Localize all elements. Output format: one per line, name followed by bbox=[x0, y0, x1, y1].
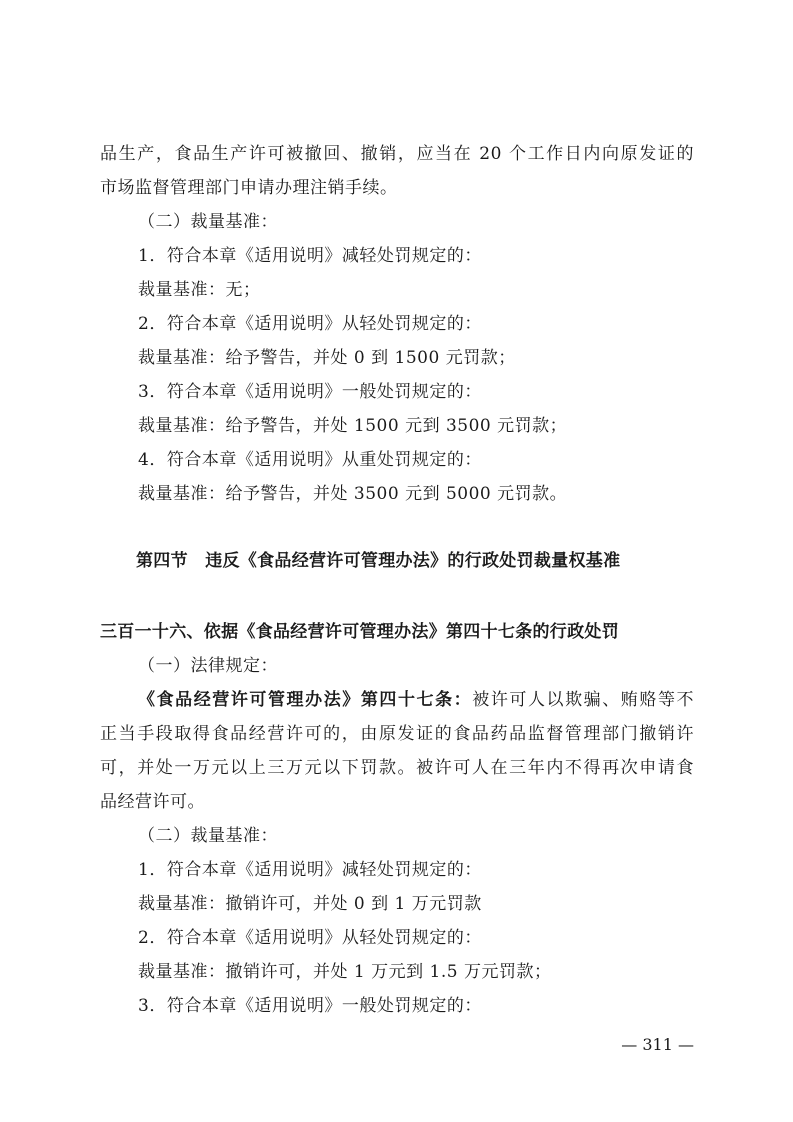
section-b-condition-2: 2．符合本章《适用说明》从轻处罚规定的： bbox=[138, 928, 482, 948]
legal-provision-subheading: （一）法律规定： bbox=[138, 656, 278, 676]
section-a-condition-4: 4．符合本章《适用说明》从重处罚规定的： bbox=[138, 450, 482, 470]
section-a-standard-3: 裁量基准：给予警告，并处 1500 元到 3500 元罚款； bbox=[138, 416, 568, 436]
section-a-standard-1: 裁量基准：无； bbox=[138, 280, 261, 300]
section-a-condition-2: 2．符合本章《适用说明》从轻处罚规定的： bbox=[138, 314, 482, 334]
article-title: 三百一十六、依据《食品经营许可管理办法》第四十七条的行政处罚 bbox=[100, 622, 619, 642]
section-a-condition-1: 1．符合本章《适用说明》减轻处罚规定的： bbox=[138, 246, 482, 266]
section-b-standard-2: 裁量基准：撤销许可，并处 1 万元到 1.5 万元罚款； bbox=[138, 962, 552, 982]
section-a-condition-3: 3．符合本章《适用说明》一般处罚规定的： bbox=[138, 382, 482, 402]
continuation-line-2: 市场监督管理部门申请办理注销手续。 bbox=[100, 178, 398, 198]
section-b-subheading: （二）裁量基准： bbox=[138, 826, 278, 846]
section-b-condition-3: 3．符合本章《适用说明》一般处罚规定的： bbox=[138, 996, 482, 1016]
section-a-subheading: （二）裁量基准： bbox=[138, 212, 278, 232]
page-number: — 311 — bbox=[621, 1035, 694, 1054]
legal-provision-line-4: 品经营许可。 bbox=[100, 792, 205, 812]
section-b-standard-1: 裁量基准：撤销许可，并处 0 到 1 万元罚款 bbox=[138, 894, 482, 914]
section-a-standard-2: 裁量基准：给予警告，并处 0 到 1500 元罚款； bbox=[138, 348, 516, 368]
continuation-line-1: 品生产，食品生产许可被撤回、撤销，应当在 20 个工作日内向原发证的 bbox=[100, 144, 694, 164]
legal-provision-line-3: 可，并处一万元以上三万元以下罚款。被许可人在三年内不得再次申请食 bbox=[100, 758, 694, 778]
legal-provision-line-2: 正当手段取得食品经营许可的，由原发证的食品药品监督管理部门撤销许 bbox=[100, 724, 694, 744]
section-b-condition-1: 1．符合本章《适用说明》减轻处罚规定的： bbox=[138, 860, 482, 880]
section-a-standard-4: 裁量基准：给予警告，并处 3500 元到 5000 元罚款。 bbox=[138, 484, 568, 504]
legal-provision-line-1 bbox=[138, 688, 694, 712]
section-title: 第四节 违反《食品经营许可管理办法》的行政处罚裁量权基准 bbox=[136, 551, 621, 571]
legal-provision-text-1: 被许可人以欺骗、贿赂等不 bbox=[472, 690, 695, 710]
legal-provision-lead: 《食品经营许可管理办法》第四十七条： bbox=[138, 690, 473, 710]
